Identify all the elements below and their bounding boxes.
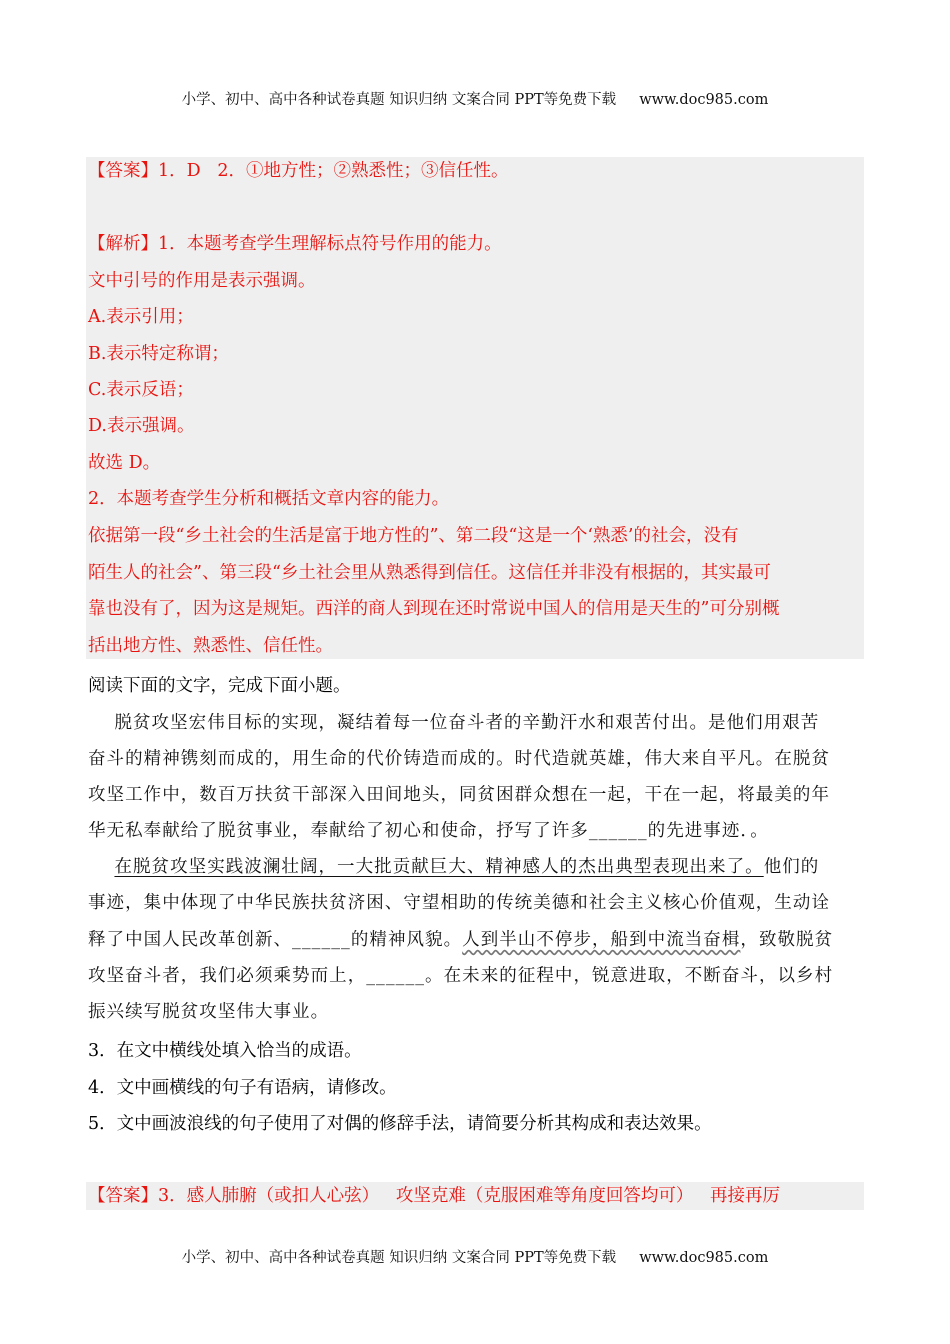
- answer-label: 【答案】: [88, 1186, 158, 1206]
- page-header: 小学、初中、高中各种试卷真题 知识归纳 文案合同 PPT等免费下载 www.doc985.com: [181, 92, 769, 108]
- analysis-line: B.表示特定称谓；: [88, 344, 229, 364]
- analysis-line: 2．本题考查学生分析和概括文章内容的能力。: [88, 489, 450, 509]
- passage-line: 脱贫攻坚宏伟目标的实现，凝结着每一位奋斗者的辛勤汗水和艰苦付出。是他们用艰苦: [88, 713, 820, 733]
- passage-line: 华无私奉献给了脱贫事业，奉献给了初心和使命，抒写了许多______的先进事迹．。: [88, 821, 769, 841]
- question-5: 5．文中画波浪线的句子使用了对偶的修辞手法，请简要分析其构成和表达效果。: [88, 1114, 712, 1134]
- analysis-line: 文中引号的作用是表示强调。: [88, 271, 316, 291]
- reading-intro: 阅读下面的文字，完成下面小题。: [88, 676, 351, 696]
- passage-line: 振兴续写脱贫攻坚伟大事业。: [88, 1002, 330, 1022]
- analysis-line: 括出地方性、熟悉性、信任性。: [88, 636, 333, 656]
- answer-label: 【答案】: [88, 161, 158, 181]
- passage-line: 释了中国人民改革创新、______的精神风貌。人到半山不停步，船到中流当奋楫，致敬脱贫: [88, 930, 834, 950]
- question-3: 3．在文中横线处填入恰当的成语。: [88, 1041, 362, 1061]
- analysis-line: C.表示反语；: [88, 380, 194, 400]
- page-footer: 小学、初中、高中各种试卷真题 知识归纳 文案合同 PPT等免费下载 www.doc985.com: [181, 1250, 769, 1266]
- analysis-line: 故选 D。: [88, 453, 161, 473]
- passage-line: 攻坚工作中，数百万扶贫干部深入田间地头，同贫困群众想在一起，干在一起，将最美的年: [88, 785, 830, 805]
- wavy-underlined-sentence: 人到半山不停步，船到中流当奋楫: [462, 930, 741, 950]
- analysis-line: 依据第一段“乡土社会的生活是富于地方性的”、第二段“这是一个‘熟悉’的社会，没有: [88, 526, 739, 546]
- passage-line: 奋斗的精神镌刻而成的，用生命的代价铸造而成的。时代造就英雄，伟大来自平凡。在脱贫: [88, 749, 830, 769]
- question-4: 4．文中画横线的句子有语病，请修改。: [88, 1078, 397, 1098]
- analysis-line: 陌生人的社会”、第三段“乡土社会里从熟悉得到信任。这信任并非没有根据的，其实最可: [88, 563, 771, 583]
- passage-line: 攻坚奋斗者，我们必须乘势而上，______。在未来的征程中，锐意进取，不断奋斗，以乡村: [88, 966, 834, 986]
- answer-text: 3．感人肺腑（或扣人心弦） 攻坚克难（克服困难等角度回答均可） 再接再厉: [158, 1186, 781, 1206]
- passage-line: 在脱贫攻坚实践波澜壮阔，一大批贡献巨大、精神感人的杰出典型表现出来了。他们的: [114, 857, 820, 877]
- passage-line: 事迹，集中体现了中华民族扶贫济困、守望相助的传统美德和社会主义核心价值观，生动诠: [88, 893, 830, 913]
- analysis-line: 靠也没有了，因为这是规矩。西洋的商人到现在还时常说中国人的信用是天生的”可分别概: [88, 599, 780, 619]
- underlined-sentence: 在脱贫攻坚实践波澜壮阔，一大批贡献巨大、精神感人的杰出典型表现出来了。: [114, 857, 764, 877]
- answer-line-2: [88, 1185, 780, 1207]
- analysis-line: A.表示引用；: [88, 307, 194, 327]
- answer-line-1: [88, 160, 509, 182]
- analysis-line: D.表示强调。: [88, 416, 195, 436]
- analysis-line-1: 【解析】1．本题考查学生理解标点符号作用的能力。: [88, 234, 502, 254]
- answer-text: 1．D 2．①地方性；②熟悉性；③信任性。: [158, 161, 509, 181]
- analysis-label: 【解析】: [88, 234, 158, 254]
